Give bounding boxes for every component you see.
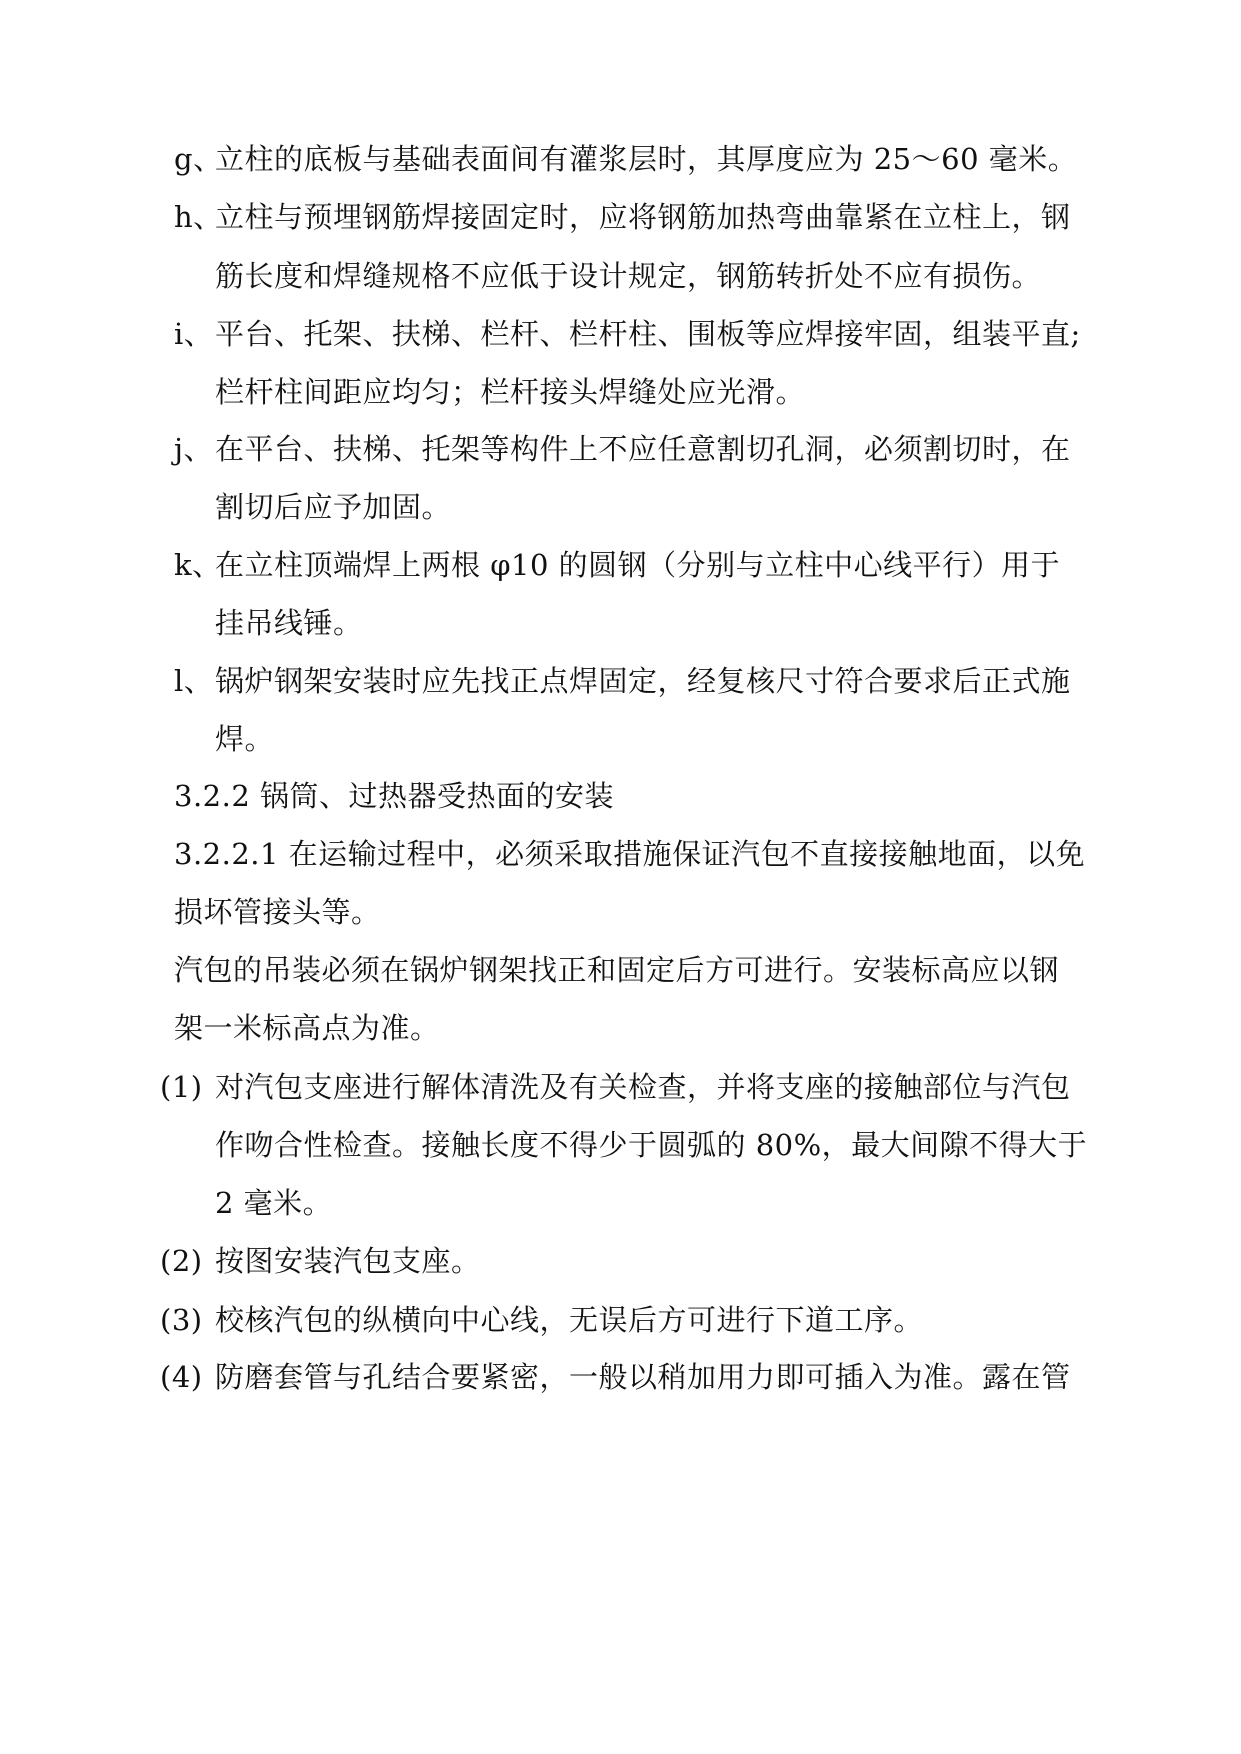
item-text: 挂吊线锤。	[215, 606, 363, 640]
item-marker: (3)	[160, 1303, 203, 1337]
item-marker: g、	[174, 142, 223, 176]
item-marker: i、	[174, 317, 214, 351]
item-text: 筋长度和焊缝规格不应低于设计规定，钢筋转折处不应有损伤。	[215, 259, 1042, 293]
paragraph-text: 架一米标高点为准。	[174, 1011, 440, 1045]
item-marker: (4)	[160, 1360, 203, 1394]
item-marker: l、	[174, 664, 214, 698]
item-text: 割切后应予加固。	[215, 490, 452, 524]
paragraph-text: 汽包的吊装必须在锅炉钢架找正和固定后方可进行。安装标高应以钢	[174, 953, 1060, 987]
item-text: 栏杆柱间距应均匀；栏杆接头焊缝处应光滑。	[215, 375, 806, 409]
item-text: 焊。	[215, 722, 275, 756]
heading-text: 3.2.2 锅筒、过热器受热面的安装	[174, 779, 615, 813]
item-text: 2 毫米。	[215, 1186, 333, 1220]
item-text: 在平台、扶梯、托架等构件上不应任意割切孔洞，必须割切时，在	[215, 432, 1071, 466]
paragraph-text: 3.2.2.1 在运输过程中，必须采取措施保证汽包不直接接触地面，以免	[174, 837, 1086, 871]
item-marker: (1)	[160, 1070, 203, 1104]
item-marker: k、	[174, 548, 222, 582]
paragraph-text: 损坏管接头等。	[174, 895, 381, 929]
item-text: 按图安装汽包支座。	[215, 1244, 481, 1278]
item-text: 在立柱顶端焊上两根 φ10 的圆钢（分别与立柱中心线平行）用于	[215, 548, 1061, 582]
item-text: 防磨套管与孔结合要紧密，一般以稍加用力即可插入为准。露在管	[215, 1360, 1071, 1394]
item-text: 锅炉钢架安装时应先找正点焊固定，经复核尺寸符合要求后正式施	[215, 664, 1071, 698]
item-text: 立柱与预埋钢筋焊接固定时，应将钢筋加热弯曲靠紧在立柱上，钢	[215, 200, 1071, 234]
item-marker: h、	[174, 200, 223, 234]
item-marker: (2)	[160, 1244, 203, 1278]
item-text: 对汽包支座进行解体清洗及有关检查，并将支座的接触部位与汽包	[215, 1070, 1071, 1104]
item-marker: j、	[174, 432, 213, 466]
item-text: 作吻合性检查。接触长度不得少于圆弧的 80%，最大间隙不得大于	[215, 1128, 1088, 1162]
item-text: 立柱的底板与基础表面间有灌浆层时，其厚度应为 25～60 毫米。	[215, 142, 1078, 176]
item-text: 平台、托架、扶梯、栏杆、栏杆柱、围板等应焊接牢固，组装平直;	[215, 317, 1081, 351]
item-text: 校核汽包的纵横向中心线，无误后方可进行下道工序。	[215, 1303, 924, 1337]
